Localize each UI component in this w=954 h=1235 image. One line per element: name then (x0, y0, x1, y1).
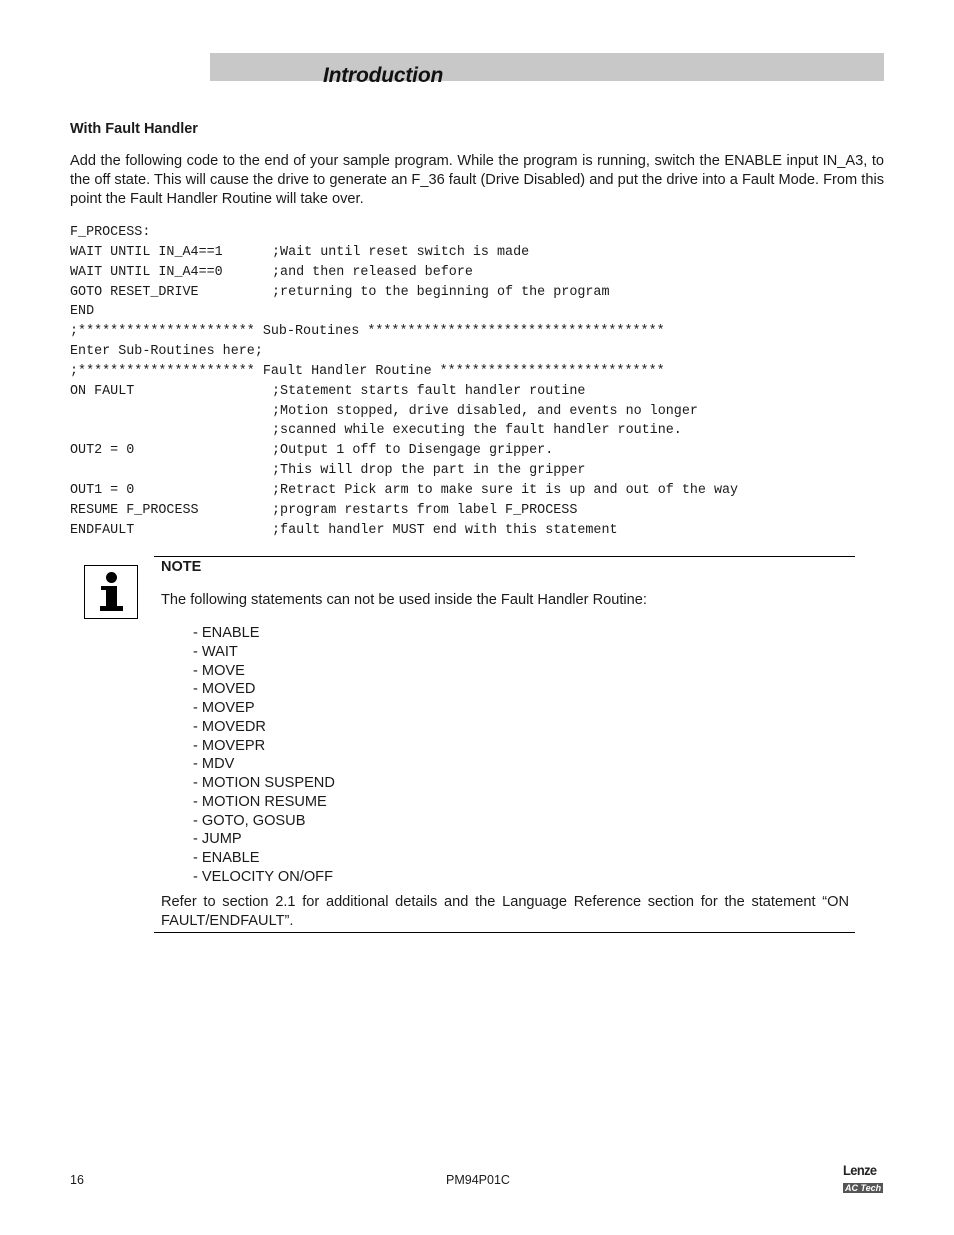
code-line (70, 501, 870, 521)
code-statement: WAIT UNTIL IN_A4==0 (70, 264, 223, 280)
code-comment: ;Wait until reset switch is made (272, 244, 530, 260)
code-line (70, 421, 870, 441)
note-bottom-rule (154, 932, 855, 933)
logo-text-actech: AC Tech (845, 1183, 882, 1193)
restricted-statement-list (193, 624, 335, 887)
code-statement: END (70, 304, 95, 320)
code-line (70, 342, 870, 362)
code-line (70, 283, 870, 303)
code-comment: ;fault handler MUST end with this statement (272, 522, 618, 538)
code-comment: ;program restarts from label F_PROCESS (272, 502, 578, 518)
code-statement: ENDFAULT (70, 522, 135, 538)
code-statement: Enter Sub-Routines here; (70, 344, 263, 360)
list-item: - MOVEDR (193, 718, 266, 735)
code-line (70, 362, 870, 382)
code-statement: OUT2 = 0 (70, 443, 135, 459)
code-comment: ;and then released before (272, 264, 473, 280)
refer-paragraph: Refer to section 2.1 for additional details and the Language Reference section for the statement “ON FAULT/ENDFAULT”. (161, 894, 849, 929)
code-comment: ;Retract Pick arm to make sure it is up and out of the way (272, 482, 739, 498)
code-statement: ON FAULT (70, 383, 135, 399)
code-comment: ;Statement starts fault handler routine (272, 383, 586, 399)
list-item: - MOVEP (193, 700, 255, 716)
code-line (70, 322, 870, 342)
code-line (70, 402, 870, 422)
list-item: - GOTO, GOSUB (193, 812, 306, 829)
code-line (70, 263, 870, 283)
document-code: PM94P01C (446, 1173, 510, 1187)
list-item: - VELOCITY ON/OFF (193, 868, 334, 885)
intro-paragraph: Add the following code to the end of your sample program. While the program is running, switch the ENABLE input IN_A3, to the off state. This will cause the drive to generate an F_36 fault (Drive Disabled) and put the drive into a Fault Mode. From this point the Fault Handler Routine will take over. (70, 153, 884, 207)
code-line (70, 243, 870, 263)
code-line (70, 521, 870, 541)
lenze-ac-tech-logo (843, 1164, 885, 1196)
code-comment: ;This will drop the part in the gripper (272, 463, 586, 479)
code-statement: GOTO RESET_DRIVE (70, 284, 199, 300)
list-item: - WAIT (193, 643, 238, 660)
code-line (70, 441, 870, 461)
list-item: - ENABLE (193, 850, 260, 866)
list-item: - MOVED (193, 681, 256, 698)
code-line (70, 223, 870, 243)
code-comment: ;scanned while executing the fault handler routine. (272, 423, 682, 439)
code-line (70, 382, 870, 402)
header-bar (210, 53, 884, 81)
code-statement: OUT1 = 0 (70, 482, 135, 498)
code-statement: ;********************** Sub-Routines ************************************* (70, 324, 665, 340)
code-comment: ;Motion stopped, drive disabled, and events no longer (272, 403, 698, 419)
list-item: - MOTION SUSPEND (193, 775, 335, 791)
code-comment: ;returning to the beginning of the program (272, 284, 610, 300)
logo-text-lenze: Lenze (843, 1163, 877, 1178)
list-item: - ENABLE (193, 625, 260, 641)
code-statement: ;********************** Fault Handler Routine **************************** (70, 363, 665, 379)
note-title: NOTE (161, 559, 202, 575)
code-statement: F_PROCESS: (70, 225, 151, 240)
list-item: - MDV (193, 756, 235, 773)
list-item: - MOVE (193, 662, 245, 679)
page-number: 16 (70, 1173, 84, 1187)
code-listing (70, 223, 870, 541)
note-top-rule (154, 556, 855, 557)
code-line (70, 461, 870, 481)
code-comment: ;Output 1 off to Disengage gripper. (272, 443, 554, 459)
code-statement: RESUME F_PROCESS (70, 502, 199, 518)
list-item: - MOVEPR (193, 737, 266, 754)
section-heading: With Fault Handler (70, 121, 198, 137)
page-title: Introduction (323, 64, 444, 87)
note-text: The following statements can not be used inside the Fault Handler Routine: (161, 592, 647, 608)
list-item: - JUMP (193, 831, 242, 848)
code-line (70, 302, 870, 322)
info-icon (84, 565, 138, 619)
code-line (70, 481, 870, 501)
code-statement: WAIT UNTIL IN_A4==1 (70, 244, 223, 260)
list-item: - MOTION RESUME (193, 793, 327, 810)
